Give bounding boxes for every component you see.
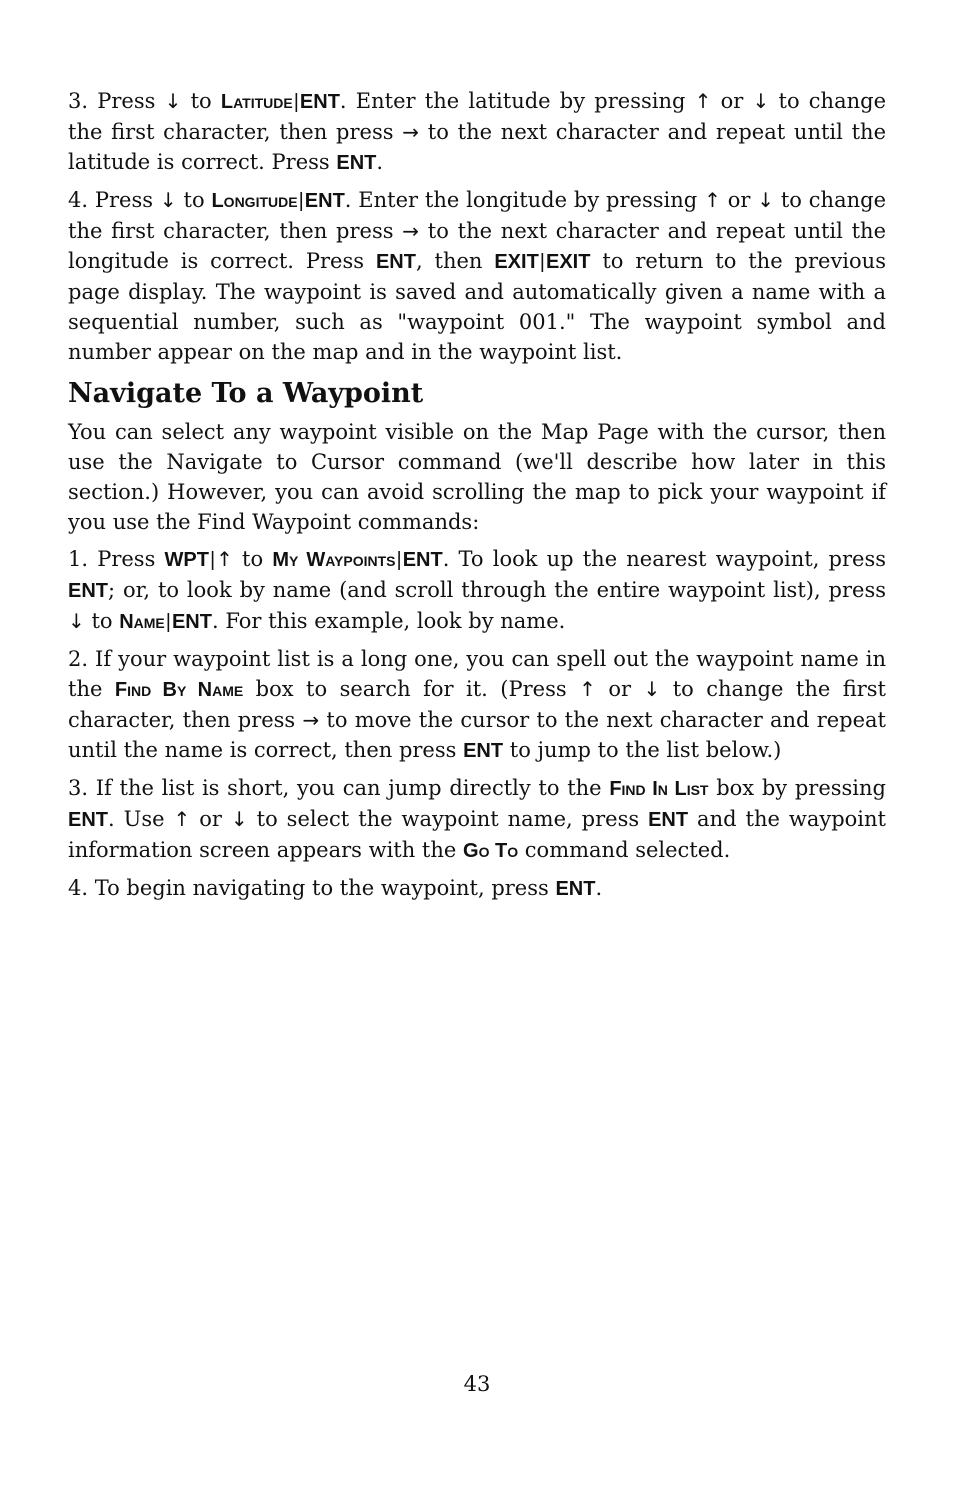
down-arrow-icon: ↓ bbox=[752, 89, 770, 113]
text-run: . Use bbox=[108, 807, 174, 831]
key-label: EXIT bbox=[494, 251, 539, 273]
key-label: WPT bbox=[164, 549, 209, 571]
right-arrow-icon: → bbox=[402, 120, 420, 144]
steps-top bbox=[68, 86, 886, 367]
text-run: 1. Press bbox=[68, 547, 165, 571]
menu-item-label: Find By Name bbox=[114, 679, 244, 701]
text-run: 4. To begin navigating to the waypoint, press bbox=[68, 876, 556, 900]
down-arrow-icon: ↓ bbox=[68, 609, 85, 633]
up-arrow-icon: ↑ bbox=[579, 677, 596, 701]
key-label: EXIT bbox=[546, 251, 591, 273]
text-run: box to search for it. (Press bbox=[243, 677, 580, 701]
text-run: . Enter the longitude by pressing bbox=[344, 188, 705, 212]
section-heading: Navigate To a Waypoint bbox=[68, 378, 424, 409]
page-content bbox=[68, 86, 886, 911]
separator: | bbox=[539, 251, 545, 273]
text-run: or bbox=[190, 807, 231, 831]
page-number: 43 bbox=[463, 1372, 491, 1396]
down-arrow-icon: ↓ bbox=[159, 188, 177, 212]
down-arrow-icon: ↓ bbox=[230, 807, 248, 831]
text-run: to change the first character, then press bbox=[68, 89, 886, 144]
text-run: command selected. bbox=[518, 838, 731, 862]
step-3-paragraph bbox=[68, 86, 886, 178]
up-arrow-icon: ↑ bbox=[704, 188, 721, 212]
up-arrow-icon: ↑ bbox=[173, 807, 191, 831]
text-run: to bbox=[176, 188, 212, 212]
text-run: . For this example, look by name. bbox=[211, 609, 566, 633]
up-arrow-icon: ↑ bbox=[216, 547, 233, 571]
text-run: to change the first character, then press bbox=[68, 188, 886, 243]
down-arrow-icon: ↓ bbox=[757, 188, 774, 212]
up-arrow-icon: ↑ bbox=[694, 89, 712, 113]
menu-item-label: Find In List bbox=[609, 778, 709, 800]
menu-item-label: My Waypoints bbox=[272, 549, 396, 571]
menu-item-label: Latitude bbox=[220, 91, 293, 113]
right-arrow-icon: → bbox=[402, 219, 420, 243]
text-run: to bbox=[181, 89, 221, 113]
text-run: 4. Press bbox=[68, 188, 160, 212]
text-run: to jump to the list below.) bbox=[503, 738, 782, 762]
text-run: or bbox=[711, 89, 753, 113]
menu-item-label: Go To bbox=[463, 840, 519, 862]
text-run: to the next character and repeat until the longitude is correct. Press bbox=[68, 219, 886, 273]
separator: | bbox=[209, 549, 216, 571]
nav-step-1-paragraph bbox=[68, 544, 886, 637]
separator: | bbox=[298, 190, 304, 212]
text-run: or bbox=[595, 677, 644, 701]
step-4-paragraph bbox=[68, 185, 886, 367]
key-label: ENT bbox=[463, 740, 504, 762]
down-arrow-icon: ↓ bbox=[164, 89, 182, 113]
text-run: 3. If the list is short, you can jump directly to the bbox=[68, 776, 610, 800]
text-run: to change the first character, then press bbox=[68, 677, 886, 732]
text-run: to move the cursor to the next character and repeat until the name is correct, then press bbox=[68, 708, 886, 762]
key-label: ENT bbox=[304, 190, 345, 212]
separator: | bbox=[165, 611, 171, 633]
navigate-steps bbox=[68, 544, 886, 904]
text-run: . To look up the nearest waypoint, press bbox=[442, 547, 886, 571]
text-run: and the waypoint information screen appears with the bbox=[68, 807, 886, 862]
down-arrow-icon: ↓ bbox=[643, 677, 661, 701]
menu-item-label: Longitude bbox=[211, 190, 298, 212]
key-label: ENT bbox=[299, 91, 340, 113]
text-run: to select the waypoint name, press bbox=[247, 807, 649, 831]
text-run: box by pressing bbox=[708, 776, 886, 800]
text-run: to bbox=[84, 609, 120, 633]
key-label: ENT bbox=[171, 611, 212, 633]
menu-item-label: Name bbox=[119, 611, 165, 633]
section-intro: You can select any waypoint visible on the Map Page with the cursor, then use the Navigate to Cursor command (we'll describe how later in this section.) However, you can avoid scrolling the map to pick your waypoint if you use the Find Waypoint commands: bbox=[68, 420, 886, 534]
text-run: 2. If your waypoint list is a long one, you can spell out the waypoint name in the bbox=[68, 647, 886, 701]
separator: | bbox=[396, 549, 402, 571]
text-run: 3. Press bbox=[68, 89, 165, 113]
nav-step-3-paragraph bbox=[68, 773, 886, 866]
right-arrow-icon: → bbox=[302, 708, 320, 732]
key-label: ENT bbox=[336, 152, 377, 174]
key-label: ENT bbox=[375, 251, 416, 273]
key-label: ENT bbox=[68, 580, 108, 602]
key-label: ENT bbox=[402, 549, 443, 571]
nav-step-2-paragraph bbox=[68, 644, 886, 766]
text-run: . bbox=[595, 876, 603, 900]
key-label: ENT bbox=[555, 878, 596, 900]
separator: | bbox=[293, 91, 299, 113]
text-run: ; or, to look by name (and scroll through the entire waypoint list), press bbox=[108, 578, 886, 602]
text-run: . bbox=[376, 150, 384, 174]
key-label: ENT bbox=[648, 809, 689, 831]
key-label: ENT bbox=[68, 809, 108, 831]
text-run: , then bbox=[415, 249, 495, 273]
text-run: to return to the previous page display. The waypoint is saved and automatically given a name with a sequential number, such as "waypoint 001." The waypoint symbol and number appear on the map and in the waypoint list. bbox=[68, 249, 886, 364]
text-run: or bbox=[720, 188, 758, 212]
text-run: . Enter the latitude by pressing bbox=[339, 89, 695, 113]
nav-step-4-paragraph bbox=[68, 873, 886, 904]
text-run: to the next character and repeat until the latitude is correct. Press bbox=[68, 120, 886, 174]
text-run: to bbox=[232, 547, 273, 571]
